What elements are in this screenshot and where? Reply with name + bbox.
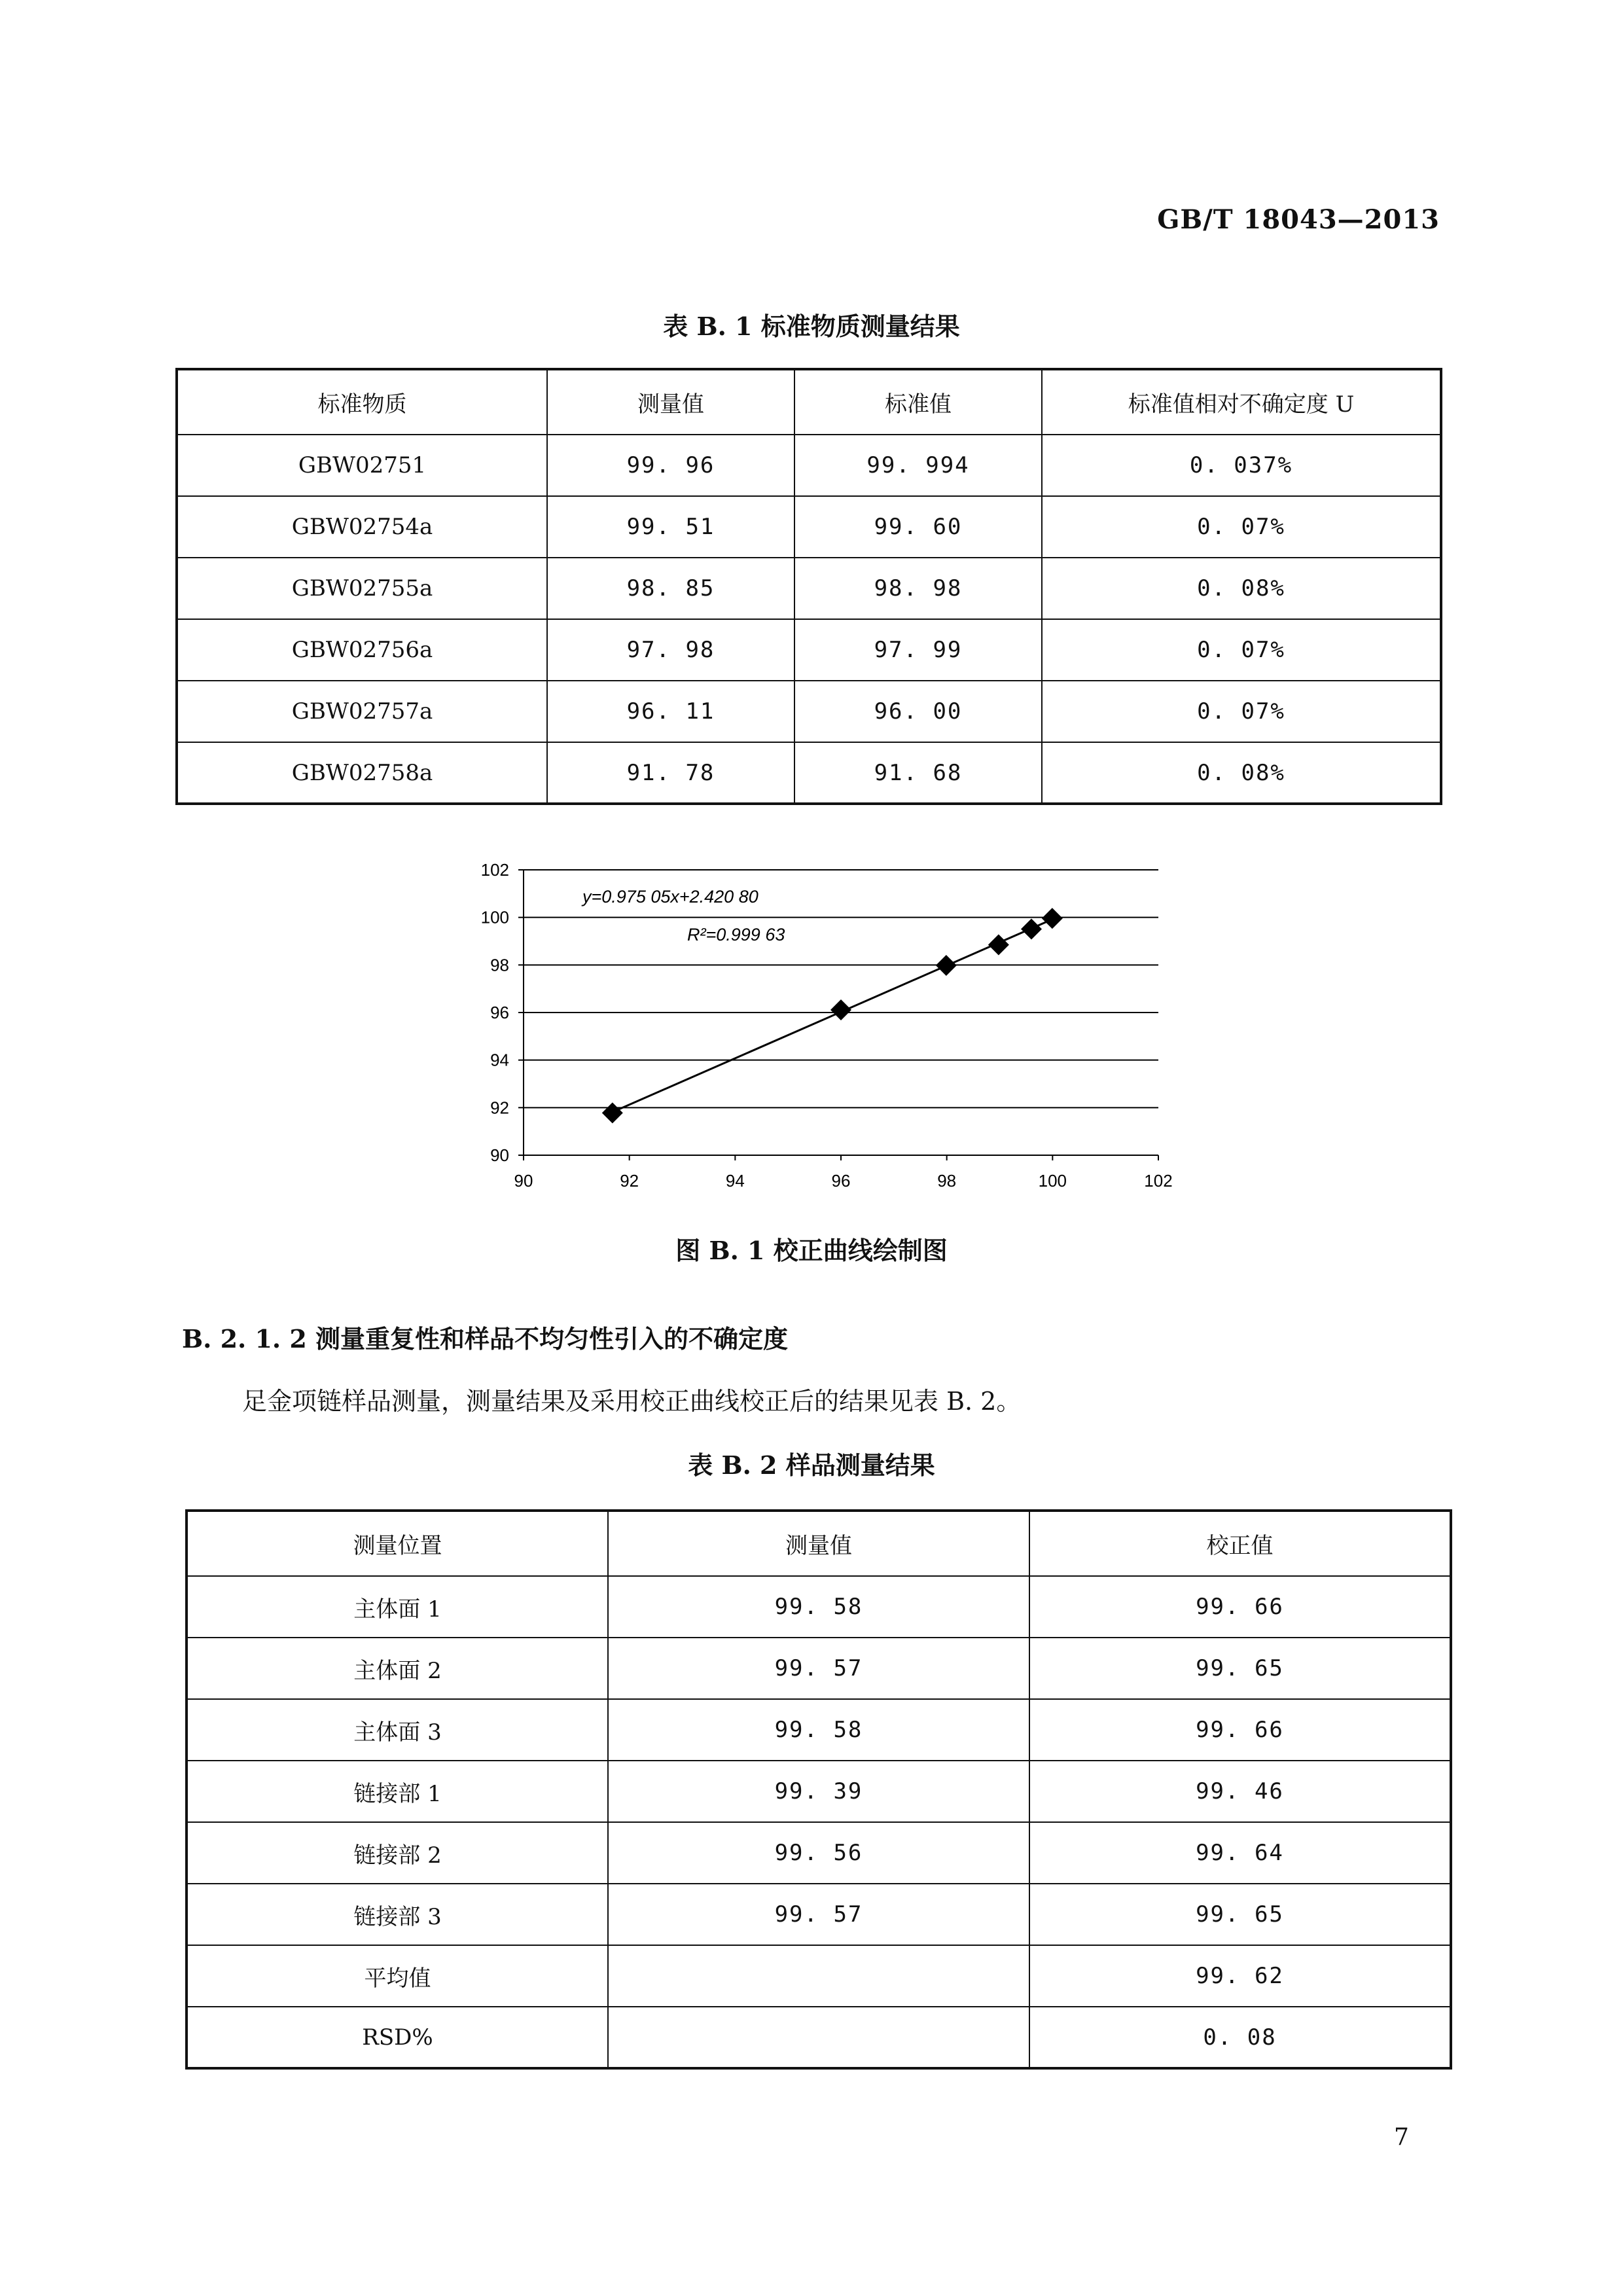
table-row bbox=[187, 2007, 1451, 2068]
x-tick-label: 102 bbox=[1144, 1171, 1173, 1191]
corrected-cell: 99. 66 bbox=[1029, 1576, 1451, 1638]
y-tick-label: 98 bbox=[490, 955, 509, 975]
section-heading: B. 2. 1. 2 测量重复性和样品不均匀性引入的不确定度 bbox=[182, 1324, 789, 1354]
data-point bbox=[602, 1102, 623, 1123]
corrected-cell: 99. 66 bbox=[1029, 1699, 1451, 1761]
table-row bbox=[187, 1822, 1451, 1884]
position-cell: 平均值 bbox=[187, 1945, 608, 2007]
material-cell: GBW02758a bbox=[177, 742, 547, 804]
measured-cell: 96. 11 bbox=[547, 681, 794, 742]
table-row bbox=[177, 558, 1441, 619]
position-cell: 主体面 2 bbox=[187, 1638, 608, 1699]
trendline bbox=[613, 920, 1052, 1113]
y-tick-label: 92 bbox=[490, 1098, 509, 1118]
position-cell: 主体面 1 bbox=[187, 1576, 608, 1638]
x-tick-label: 96 bbox=[831, 1171, 851, 1191]
x-tick-label: 100 bbox=[1038, 1171, 1067, 1191]
header-cell: 测量值 bbox=[608, 1511, 1029, 1576]
corrected-cell: 0. 08 bbox=[1029, 2007, 1451, 2068]
table-1-caption: 表 B. 1 标准物质测量结果 bbox=[663, 312, 960, 341]
corrected-cell: 99. 64 bbox=[1029, 1822, 1451, 1884]
corrected-cell: 99. 62 bbox=[1029, 1945, 1451, 2007]
measured-cell: 99. 56 bbox=[608, 1822, 1029, 1884]
measured-cell: 99. 51 bbox=[547, 496, 794, 558]
table-row bbox=[177, 619, 1441, 681]
measured-cell: 99. 58 bbox=[608, 1576, 1029, 1638]
material-cell: GBW02751 bbox=[177, 435, 547, 496]
figure-caption: 图 B. 1 校正曲线绘制图 bbox=[675, 1236, 948, 1265]
corrected-cell: 99. 65 bbox=[1029, 1884, 1451, 1945]
table-row bbox=[187, 1576, 1451, 1638]
table-row bbox=[177, 742, 1441, 804]
header-cell: 标准物质 bbox=[177, 369, 547, 435]
measured-cell: 97. 98 bbox=[547, 619, 794, 681]
position-cell: 链接部 2 bbox=[187, 1822, 608, 1884]
section-body: 足金项链样品测量，测量结果及采用校正曲线校正后的结果见表 B. 2。 bbox=[242, 1387, 1022, 1416]
y-tick-label: 90 bbox=[490, 1145, 509, 1165]
standard-cell: 99. 994 bbox=[794, 435, 1042, 496]
uncertainty-cell: 0. 037% bbox=[1042, 435, 1441, 496]
header-cell: 标准值相对不确定度 U bbox=[1042, 369, 1441, 435]
measured-cell: 99. 57 bbox=[608, 1884, 1029, 1945]
header-cell: 标准值 bbox=[794, 369, 1042, 435]
position-cell: 链接部 1 bbox=[187, 1761, 608, 1822]
r-squared-label: R²=0.999 63 bbox=[687, 925, 785, 944]
y-tick-label: 100 bbox=[480, 907, 509, 927]
data-point bbox=[936, 955, 957, 976]
data-point bbox=[1042, 908, 1063, 929]
corrected-cell: 99. 65 bbox=[1029, 1638, 1451, 1699]
standard-cell: 98. 98 bbox=[794, 558, 1042, 619]
table-row bbox=[187, 1638, 1451, 1699]
header-cell: 测量位置 bbox=[187, 1511, 608, 1576]
standard-cell: 99. 60 bbox=[794, 496, 1042, 558]
data-point bbox=[1021, 918, 1042, 939]
table-row bbox=[187, 1945, 1451, 2007]
table-row bbox=[177, 496, 1441, 558]
uncertainty-cell: 0. 08% bbox=[1042, 742, 1441, 804]
table-row bbox=[187, 1699, 1451, 1761]
calibration-chart bbox=[452, 854, 1185, 1211]
measured-cell: 99. 39 bbox=[608, 1761, 1029, 1822]
measured-cell: 99. 96 bbox=[547, 435, 794, 496]
standard-cell: 97. 99 bbox=[794, 619, 1042, 681]
position-cell: 链接部 3 bbox=[187, 1884, 608, 1945]
standard-cell: 96. 00 bbox=[794, 681, 1042, 742]
standard-cell: 91. 68 bbox=[794, 742, 1042, 804]
measured-cell: 99. 57 bbox=[608, 1638, 1029, 1699]
data-point bbox=[988, 934, 1009, 955]
uncertainty-cell: 0. 07% bbox=[1042, 496, 1441, 558]
equation-label: y=0.975 05x+2.420 80 bbox=[582, 887, 758, 906]
table-row bbox=[177, 681, 1441, 742]
y-tick-label: 94 bbox=[490, 1050, 509, 1070]
measured-cell: 99. 58 bbox=[608, 1699, 1029, 1761]
x-tick-label: 94 bbox=[725, 1171, 745, 1191]
data-point bbox=[830, 999, 851, 1020]
standard-code: GB/T 18043—2013 bbox=[1157, 204, 1440, 235]
position-cell: 主体面 3 bbox=[187, 1699, 608, 1761]
table-header-row bbox=[187, 1511, 1451, 1576]
header-cell: 校正值 bbox=[1029, 1511, 1451, 1576]
corrected-cell: 99. 46 bbox=[1029, 1761, 1451, 1822]
measured-cell bbox=[608, 2007, 1029, 2068]
table-row bbox=[177, 435, 1441, 496]
table-row bbox=[187, 1761, 1451, 1822]
uncertainty-cell: 0. 07% bbox=[1042, 681, 1441, 742]
uncertainty-cell: 0. 07% bbox=[1042, 619, 1441, 681]
standard-materials-table bbox=[175, 368, 1442, 805]
x-tick-label: 90 bbox=[514, 1171, 533, 1191]
material-cell: GBW02754a bbox=[177, 496, 547, 558]
y-tick-label: 102 bbox=[480, 860, 509, 880]
header-cell: 测量值 bbox=[547, 369, 794, 435]
uncertainty-cell: 0. 08% bbox=[1042, 558, 1441, 619]
position-cell: RSD% bbox=[187, 2007, 608, 2068]
table-header-row bbox=[177, 369, 1441, 435]
measured-cell: 98. 85 bbox=[547, 558, 794, 619]
measured-cell: 91. 78 bbox=[547, 742, 794, 804]
table-row bbox=[187, 1884, 1451, 1945]
x-tick-label: 98 bbox=[937, 1171, 957, 1191]
page-number: 7 bbox=[1394, 2124, 1409, 2151]
measured-cell bbox=[608, 1945, 1029, 2007]
y-tick-label: 96 bbox=[490, 1003, 509, 1022]
material-cell: GBW02756a bbox=[177, 619, 547, 681]
material-cell: GBW02757a bbox=[177, 681, 547, 742]
sample-results-table bbox=[185, 1509, 1452, 2070]
table-2-caption: 表 B. 2 样品测量结果 bbox=[688, 1450, 935, 1480]
material-cell: GBW02755a bbox=[177, 558, 547, 619]
x-tick-label: 92 bbox=[620, 1171, 639, 1191]
